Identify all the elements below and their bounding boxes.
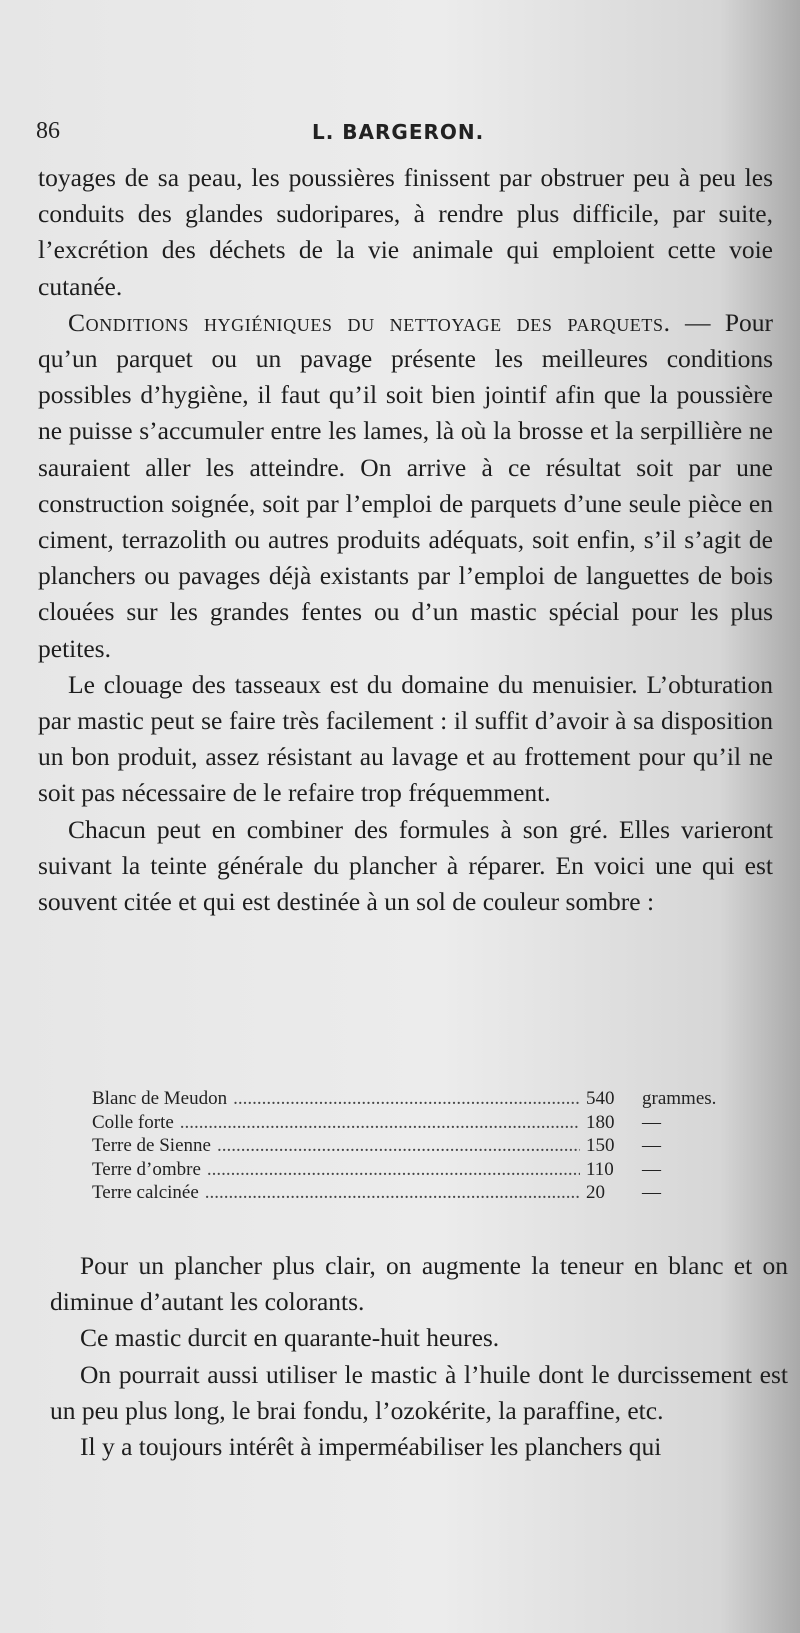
ingredient-name: Blanc de Meudon [92, 1088, 228, 1109]
recipe-row [92, 1087, 742, 1111]
paragraph: Il y a toujours intérêt à imperméabiliser les planchers qui [80, 1432, 662, 1462]
ingredient-name: Colle forte [92, 1111, 174, 1133]
ingredient-name: Terre calcinée [92, 1182, 199, 1203]
paragraph-continuation: toyages de sa peau, les poussières finissent par obstruer peu à peu les conduits des glandes sudoripares, à rendre plus difficile, par suite, l’excrétion des déchets de la vie animale qui emploient cette voie cutanée. [38, 163, 773, 301]
ingredient-name: Terre de Sienne [92, 1135, 211, 1156]
ingredient-unit: — [642, 1158, 661, 1180]
recipe-table [92, 1087, 742, 1205]
ingredient-unit: — [642, 1182, 661, 1203]
paragraph-text: — Pour qu’un parquet ou un pavage présente les meilleures conditions possibles d’hygiène, il faut qu’il soit bien jointif afin que la poussière ne puisse s’accumuler entre les lames, là où la brosse et la serpillière ne sauraient aller les atteindre. On arrive à ce résultat soit par une construction soignée, soit par l’emploi de parquets d’une seule pièce en ciment, terrazolith ou autres produits adéquats, soit enfin, s’il s’agit de planchers ou pavages déjà existants par l’emploi de languettes de bois clouées sur les grandes fentes ou d’un mastic spécial pour les plus petites. [38, 307, 774, 663]
recipe-row [92, 1134, 742, 1158]
section-paragraph [38, 305, 773, 667]
recipe-row [92, 1181, 742, 1205]
paragraph: Ce mastic durcit en quarante-huit heures. [80, 1323, 500, 1353]
ingredient-quantity: 20 [586, 1182, 605, 1203]
running-head: L. BARGERON. [312, 120, 485, 144]
recipe-row [92, 1158, 742, 1182]
leader-dots [233, 1087, 580, 1111]
recipe-row [92, 1111, 742, 1135]
ingredient-quantity: 540 [586, 1088, 615, 1109]
paragraph: Le clouage des tasseaux est du domaine du menuisier. L’obturation par mastic peut se faire très facilement : il suffit d’avoir à sa disposition un bon produit, assez résistant au lavage et au frottement pour qu’il ne soit pas nécessaire de le refaire trop fréquemment. [38, 669, 773, 808]
page-number: 86 [36, 118, 60, 144]
main-text [38, 160, 773, 920]
leader-dots [217, 1134, 580, 1158]
ingredient-unit: grammes. [642, 1088, 717, 1109]
ingredient-name: Terre d’ombre [92, 1158, 201, 1180]
ingredient-quantity: 150 [586, 1135, 615, 1156]
leader-dots [205, 1181, 580, 1205]
ingredient-quantity: 180 [586, 1111, 615, 1133]
ingredient-unit: — [642, 1135, 661, 1156]
page-header [36, 118, 496, 148]
leader-dots [180, 1111, 580, 1135]
paragraph: Chacun peut en combiner des formules à son gré. Elles varieront suivant la teinte générale du plancher à réparer. En voici une qui est souvent citée et qui est destinée à un sol de couleur sombre : [38, 814, 773, 917]
ingredient-unit: — [642, 1111, 661, 1133]
paragraph: On pourrait aussi utiliser le mastic à l’huile dont le durcissement est un peu plus long, le brai fondu, l’ozokérite, la paraffine, etc. [50, 1359, 788, 1425]
ingredient-quantity: 110 [586, 1158, 614, 1180]
paragraph: Pour un plancher plus clair, on augmente la teneur en blanc et on diminue d’autant les colorants. [50, 1251, 788, 1317]
section-title: Conditions hygiéniques du nettoyage des parquets. [68, 307, 671, 337]
main-text-continued [50, 1248, 788, 1465]
leader-dots [207, 1158, 580, 1182]
